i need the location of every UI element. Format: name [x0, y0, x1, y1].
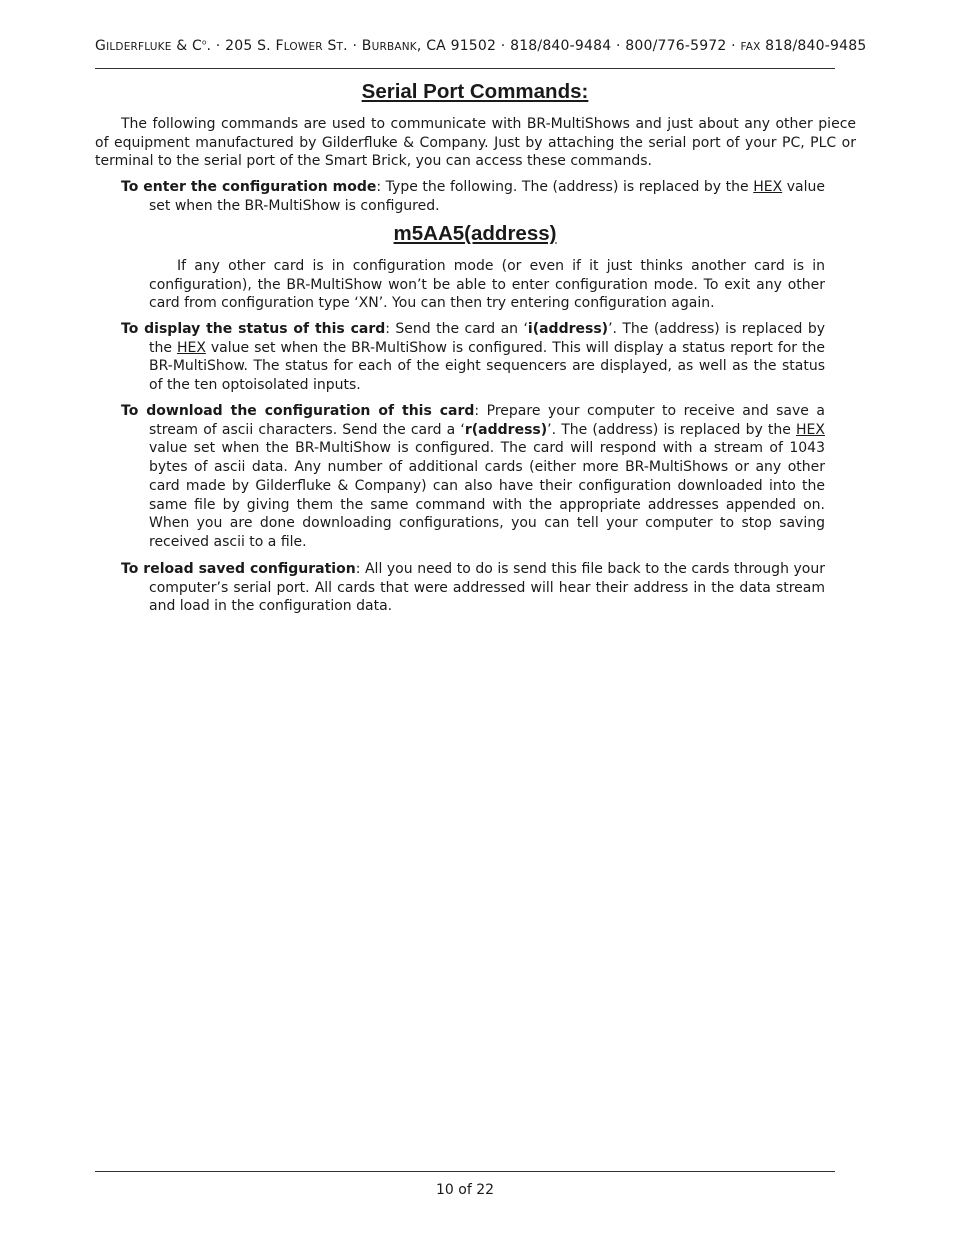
intro-paragraph: The following commands are used to communicate with BR-MultiShows and just about any other piece of equipment manufactured by Gilderfluke & Company. Just by attaching the serial port of your PC, PLC or terminal to the serial port of the Smart Brick, you can access these commands.	[95, 116, 856, 170]
command-heading: m5AA5(address)	[393, 222, 557, 245]
page-number: 10 of 22	[435, 1182, 495, 1198]
download-paragraph: To download the configuration of this card: Prepare your computer to receive and save a stream of ascii characters. Send the card a ‘r(address)’. The (address) is replaced by the HEX value set when the BR-MultiShow is configured. The card will respond with a stream of 1043 bytes of ascii data. Any number of additional cards (either more BR-MultiShows or any other card made by Gilderfluke & Company) can also have their configuration downloaded into the same file by giving them the same command with the appropriate addresses appended on. When you are done downloading configurations, you can tell your computer to stop saving received ascii to a file.	[121, 403, 825, 550]
hex-term: HEX	[753, 179, 783, 195]
hex-term: HEX	[796, 421, 825, 438]
download-label: To download the configuration of this card	[121, 403, 475, 419]
status-paragraph: To display the status of this card: Send the card an ‘i(address)’. The (address) is replaced by the HEX value set when the BR-MultiShow is configured. This will display a status report for the BR-MultiShow. The status for each of the eight sequencers are displayed, as well as the status of the ten optoisolated inputs.	[121, 321, 825, 394]
hex-term: HEX	[176, 339, 206, 356]
download-command: r(address)	[464, 421, 548, 438]
reload-label: To reload saved configuration	[121, 561, 356, 577]
page-header: GILDERFLUKE & $C^o$. · 205 S. FLOWER ST. · BURBANK, CA 91502 · 818/840-9484 · 800/776-5972 · FAX 818/840-9485	[95, 38, 867, 54]
header-divider	[95, 68, 835, 69]
footer-divider	[95, 1171, 835, 1172]
status-label: To display the status of this card	[121, 321, 386, 337]
config-mode-label: To enter the configuration mode	[121, 179, 377, 195]
config-note-paragraph: If any other card is in configuration mode (or even if it just thinks another card is in configuration), the BR-MultiShow won’t be able to enter configuration mode. To exit any other card from configuration type ‘XN’. You can then try entering configuration again.	[149, 258, 825, 312]
page-title: Serial Port Commands:	[361, 80, 589, 103]
reload-paragraph: To reload saved configuration: All you need to do is send this file back to the cards through your computer’s serial port. All cards that were addressed will hear their address in the data stream and load in the configuration data.	[121, 561, 825, 615]
status-command: i(address)	[527, 321, 609, 337]
config-mode-paragraph: To enter the configuration mode: Type the following. The (address) is replaced by the HEX value set when the BR-MultiShow is configured.	[121, 179, 825, 214]
